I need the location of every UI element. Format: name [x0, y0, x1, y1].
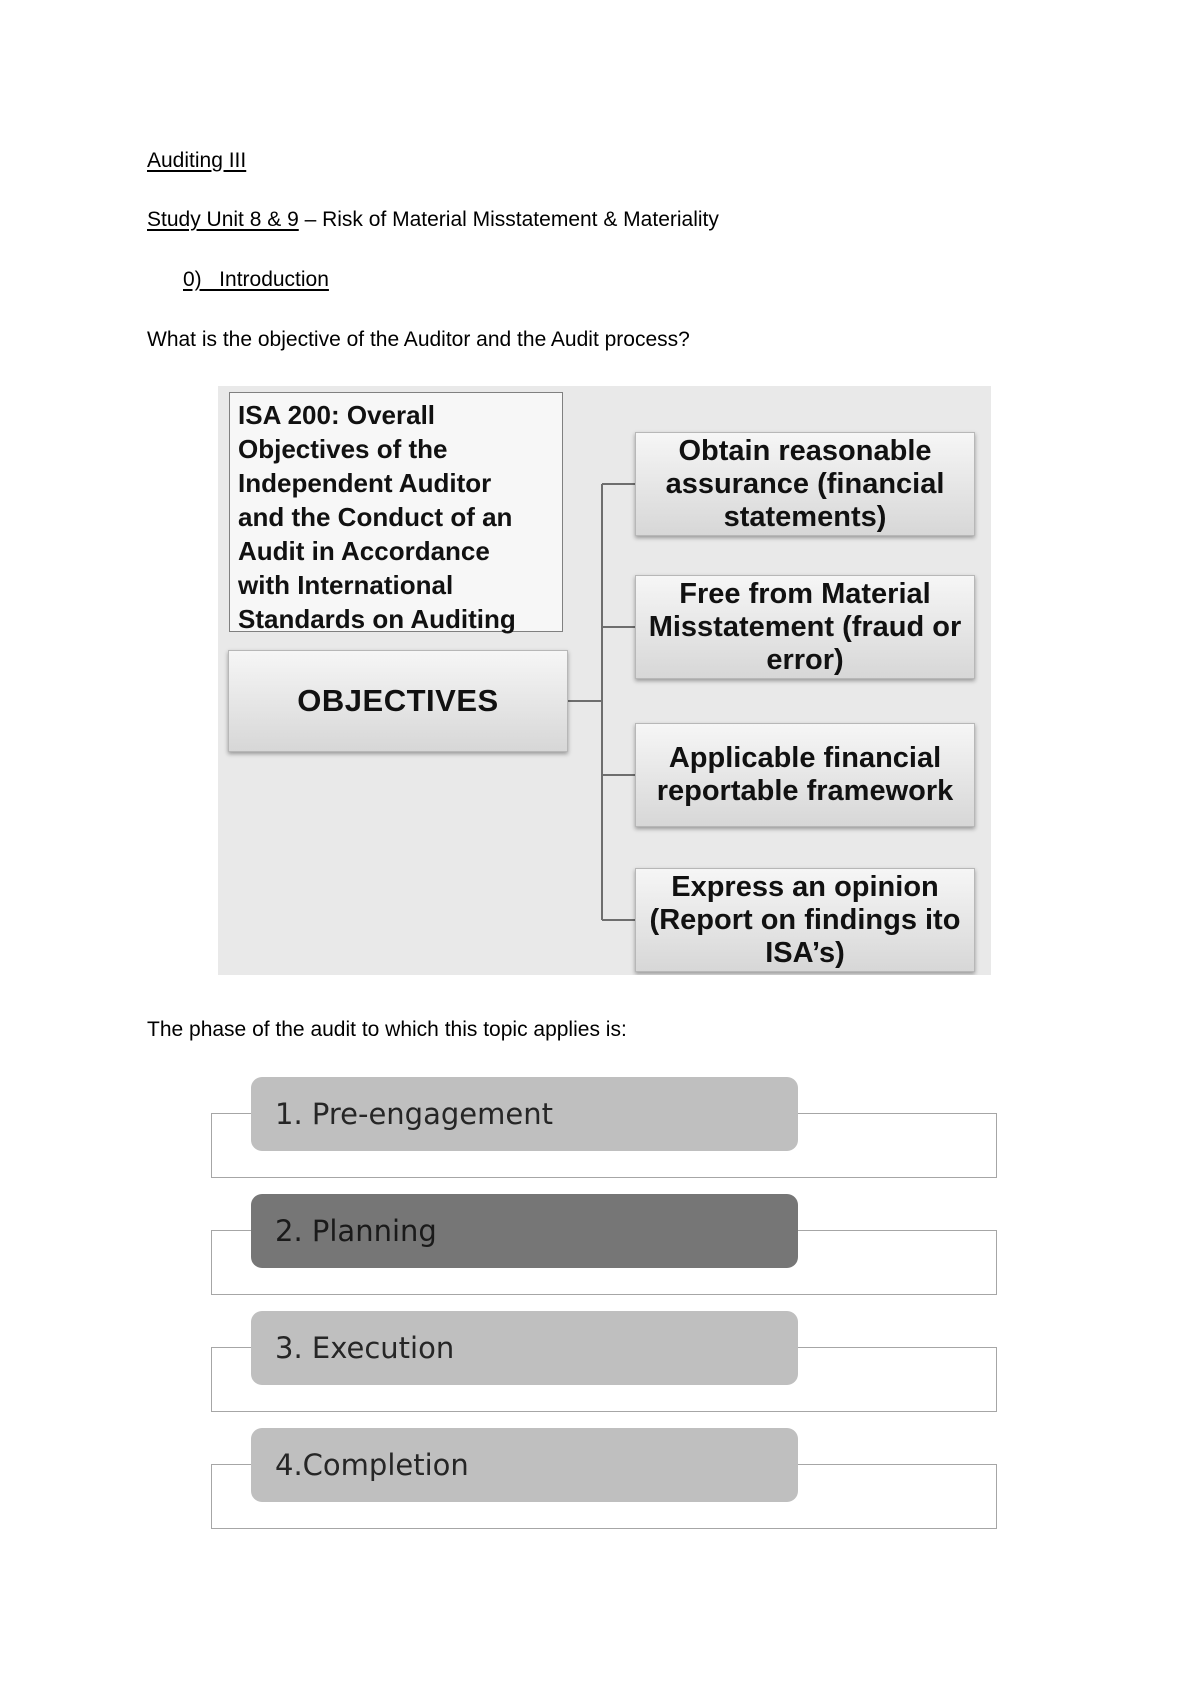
isa-200-source-box	[229, 392, 563, 632]
phase-intro-text: The phase of the audit to which this topic applies is:	[147, 1018, 627, 1041]
objectives-diagram	[218, 386, 991, 975]
isa-line: and the Conduct of an	[238, 502, 513, 532]
objective-item: Applicable financial reportable framework	[635, 723, 975, 827]
intro-question: What is the objective of the Auditor and the Audit process?	[147, 328, 690, 351]
isa-line: Independent Auditor	[238, 468, 492, 498]
study-unit-title: – Risk of Material Misstatement & Materiality	[298, 208, 719, 231]
study-unit-line	[147, 207, 719, 233]
objectives-central-box: OBJECTIVES	[228, 650, 568, 752]
section-heading: 0) Introduction	[183, 268, 329, 291]
isa-line: Audit in Accordance	[238, 536, 490, 566]
phase-planning: 2. Planning	[251, 1194, 798, 1268]
course-title: Auditing III	[147, 149, 247, 172]
isa-line: Objectives of the	[238, 434, 448, 464]
study-unit-label: Study Unit 8 & 9	[147, 208, 299, 231]
phase-pre-engagement: 1. Pre-engagement	[251, 1077, 798, 1151]
objective-item: Obtain reasonable assurance (financial statements)	[635, 432, 975, 536]
isa-line: with International	[238, 570, 454, 600]
isa-line: ISA 200: Overall	[238, 400, 436, 430]
phase-completion: 4.Completion	[251, 1428, 798, 1502]
phase-execution: 3. Execution	[251, 1311, 798, 1385]
objective-item: Express an opinion (Report on findings ito ISA’s)	[635, 868, 975, 972]
objective-item: Free from Material Misstatement (fraud or error)	[635, 575, 975, 679]
isa-line: Standards on Auditing	[238, 604, 516, 634]
